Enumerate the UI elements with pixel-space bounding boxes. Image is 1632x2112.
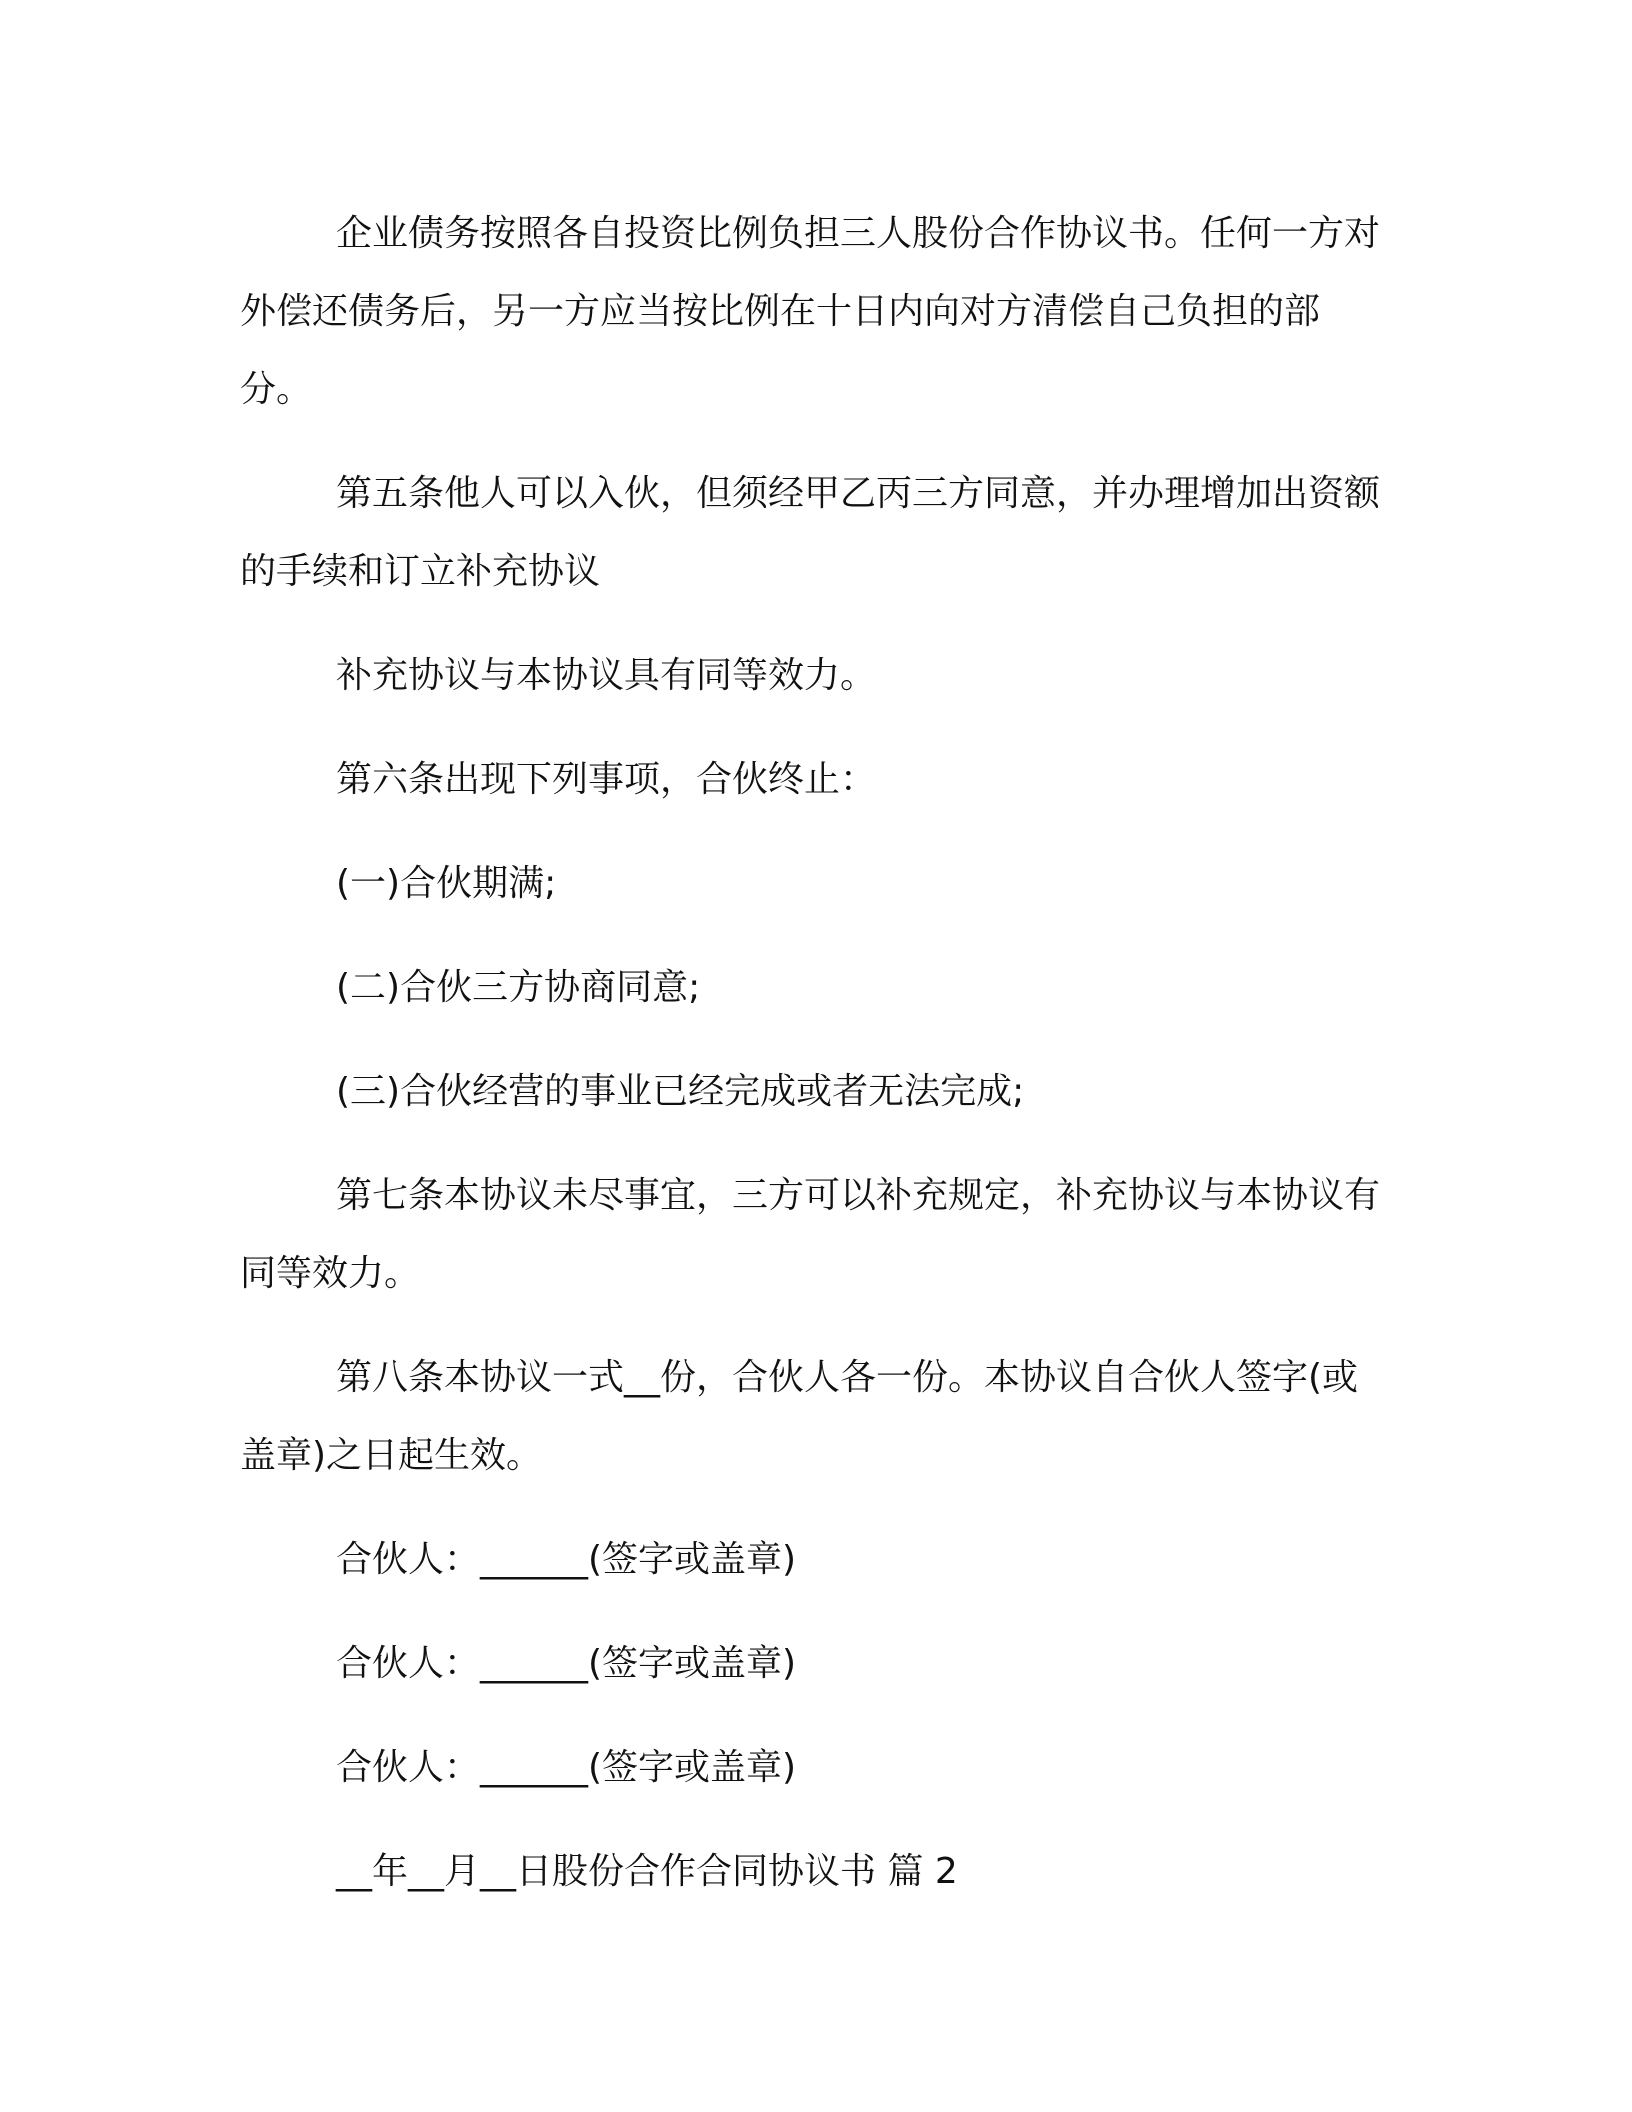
paragraph-article-8: 第八条本协议一式__份，合伙人各一份。本协议自合伙人签字(或盖章)之日起生效。 (240, 1357, 1359, 1476)
paragraph-article-5: 第五条他人可以入伙，但须经甲乙丙三方同意，并办理增加出资额的手续和订立补充协议 (240, 473, 1381, 592)
list-item-mutual-agreement: (二)合伙三方协商同意; (336, 967, 701, 1008)
paragraph-supplement-effect: 补充协议与本协议具有同等效力。 (336, 655, 877, 696)
list-item-business-completed: (三)合伙经营的事业已经完成或者无法完成; (336, 1071, 1025, 1112)
signature-line-partner-1: 合伙人：______(签字或盖章) (336, 1539, 797, 1580)
paragraph-debt-sharing: 企业债务按照各自投资比例负担三人股份合作协议书。任何一方对外偿还债务后，另一方应当按比例在十日内向对方清偿自己负担的部分。 (240, 213, 1381, 410)
document-body (240, 195, 1380, 1911)
signature-line-partner-3: 合伙人：______(签字或盖章) (336, 1747, 797, 1788)
paragraph-article-6: 第六条出现下列事项，合伙终止： (336, 759, 877, 800)
signature-line-partner-2: 合伙人：______(签字或盖章) (336, 1643, 797, 1684)
list-item-term-expired: (一)合伙期满; (336, 863, 557, 904)
date-and-section-heading: __年__月__日股份合作合同协议书 篇 2 (336, 1851, 958, 1892)
paragraph-article-7: 第七条本协议未尽事宜，三方可以补充规定，补充协议与本协议有同等效力。 (240, 1175, 1381, 1294)
